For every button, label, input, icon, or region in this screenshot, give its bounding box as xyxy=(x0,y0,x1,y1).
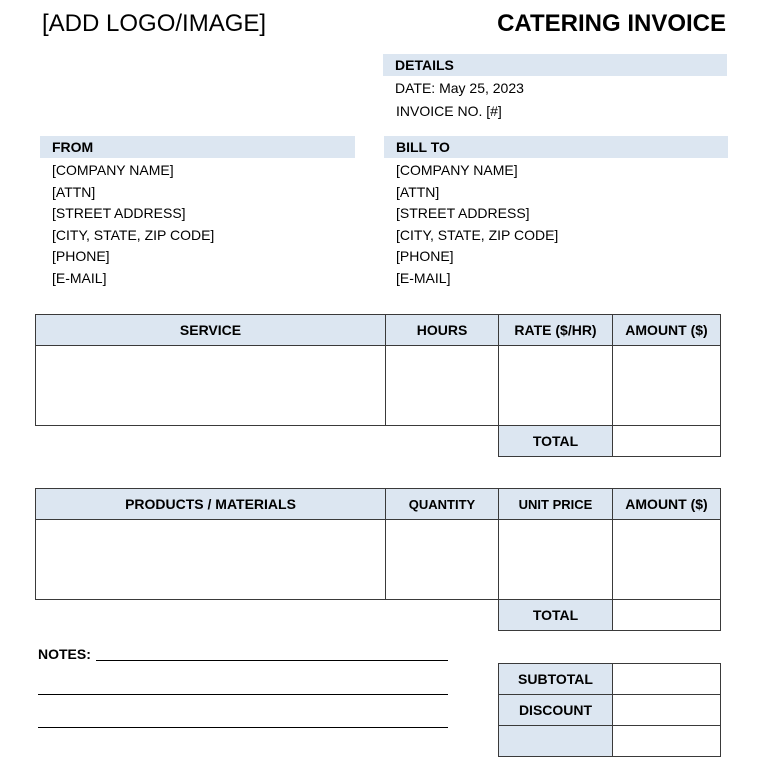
services-header-row xyxy=(36,315,721,346)
from-address-block xyxy=(52,160,214,289)
invoice-date: DATE: May 25, 2023 xyxy=(395,80,524,96)
services-total-row xyxy=(36,426,721,457)
blank-cell xyxy=(36,600,499,631)
col-products-materials: PRODUCTS / MATERIALS xyxy=(36,489,386,520)
bill-to-street-address: [STREET ADDRESS] xyxy=(396,205,530,221)
subtotal-row xyxy=(499,664,721,695)
col-unit-price: UNIT PRICE xyxy=(499,489,613,520)
product-cell[interactable] xyxy=(36,520,386,600)
discount-row xyxy=(499,695,721,726)
bill-to-email: [E-MAIL] xyxy=(396,269,451,286)
bill-to-address-block xyxy=(396,160,558,289)
discount-value[interactable] xyxy=(613,695,721,726)
from-street-address: [STREET ADDRESS] xyxy=(52,205,186,221)
bill-to-attn: [ATTN] xyxy=(396,183,440,200)
services-total-label: TOTAL xyxy=(499,426,613,457)
logo-placeholder: [ADD LOGO/IMAGE] xyxy=(42,10,267,37)
col-rate: RATE ($/HR) xyxy=(499,315,613,346)
invoice-title: CATERING INVOICE xyxy=(497,10,726,37)
col-amount: AMOUNT ($) xyxy=(613,315,721,346)
from-phone: [PHONE] xyxy=(52,248,110,264)
services-total-value[interactable] xyxy=(613,426,721,457)
rate-cell[interactable] xyxy=(499,346,613,426)
col-amount: AMOUNT ($) xyxy=(613,489,721,520)
bill-to-city-state-zip: [CITY, STATE, ZIP CODE] xyxy=(396,226,559,243)
bill-to-phone: [PHONE] xyxy=(396,248,454,264)
col-quantity: QUANTITY xyxy=(386,489,499,520)
amount-cell[interactable] xyxy=(613,346,721,426)
unit-price-cell[interactable] xyxy=(499,520,613,600)
table-row xyxy=(36,520,721,600)
bill-to-heading: BILL TO xyxy=(384,136,728,158)
hours-cell[interactable] xyxy=(386,346,499,426)
amount-cell[interactable] xyxy=(613,520,721,600)
col-service: SERVICE xyxy=(36,315,386,346)
notes-line[interactable] xyxy=(96,660,448,661)
products-total-label: TOTAL xyxy=(499,600,613,631)
service-cell[interactable] xyxy=(36,346,386,426)
notes-label: NOTES: xyxy=(38,646,91,662)
products-table xyxy=(35,488,721,631)
from-email: [E-MAIL] xyxy=(52,269,107,286)
discount-label: DISCOUNT xyxy=(499,695,613,726)
from-attn: [ATTN] xyxy=(52,183,96,200)
products-total-value[interactable] xyxy=(613,600,721,631)
blank-cell xyxy=(36,426,499,457)
bill-to-company-name: [COMPANY NAME] xyxy=(396,162,518,178)
from-company-name: [COMPANY NAME] xyxy=(52,162,174,178)
subtotal-label: SUBTOTAL xyxy=(499,664,613,695)
invoice-number: INVOICE NO. [#] xyxy=(396,103,502,119)
products-total-row xyxy=(36,600,721,631)
notes-line[interactable] xyxy=(38,727,448,728)
from-heading: FROM xyxy=(40,136,355,158)
from-city-state-zip: [CITY, STATE, ZIP CODE] xyxy=(52,226,215,243)
notes-line[interactable] xyxy=(38,694,448,695)
products-header-row xyxy=(36,489,721,520)
col-hours: HOURS xyxy=(386,315,499,346)
summary-next-label xyxy=(499,726,613,757)
quantity-cell[interactable] xyxy=(386,520,499,600)
subtotal-value[interactable] xyxy=(613,664,721,695)
summary-next-value[interactable] xyxy=(613,726,721,757)
summary-next-row xyxy=(499,726,721,757)
summary-table xyxy=(498,663,721,757)
services-table xyxy=(35,314,721,457)
table-row xyxy=(36,346,721,426)
details-heading: DETAILS xyxy=(383,54,727,76)
